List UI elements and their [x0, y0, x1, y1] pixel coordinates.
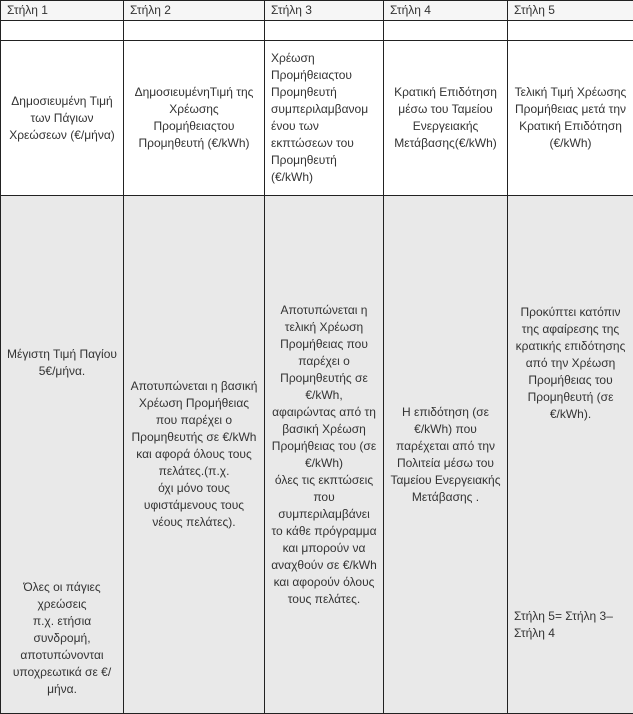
column-header-5: Στήλη 5 — [508, 1, 633, 21]
col1-fees-note-text: Όλες οι πάγιες χρεώσεις π.χ. ετήσια συνδρομή, αποτυπώνονται υποχρεωτικά σε €/μήνα. — [5, 579, 119, 698]
column-header-4: Στήλη 4 — [384, 1, 508, 21]
body-col1 — [1, 196, 124, 714]
column-header-1: Στήλη 1 — [1, 1, 124, 21]
body-col3-text: Αποτυπώνεται η τελική Χρέωση Προμήθειας που παρέχει ο Προμηθευτής σε €/kWh, αφαιρώντας από τη βασική Χρέωση Προμήθειας του (σε €/kWh) όλες τις εκπτώσεις που συμπεριλαμβάνει το κάθε πρόγραμμα και μπορούν να αναχθούν σε €/kWh και αφορούν όλους τους πελάτες. — [265, 196, 384, 714]
body-col4-text: Η επιδότηση (σε €/kWh) που παρέχεται από την Πολιτεία μέσω του Ταμείου Ενεργειακής Μετάβασης . — [384, 196, 508, 714]
column-header-3: Στήλη 3 — [265, 1, 384, 21]
column-header-row — [1, 1, 633, 21]
column-header-2: Στήλη 2 — [124, 1, 265, 21]
body-col5 — [508, 196, 633, 714]
empty-cell — [1, 21, 124, 41]
body-row — [1, 196, 633, 714]
empty-cell — [265, 21, 384, 41]
description-col1: Δημοσιευμένη Τιμή των Πάγιων Χρεώσεων (€/μήνα) — [1, 41, 124, 196]
empty-cell — [124, 21, 265, 41]
empty-cell — [508, 21, 633, 41]
description-col2: ΔημοσιευμένηΤιμή της Χρέωσης Προμήθειαςτου Προμηθευτή (€/kWh) — [124, 41, 265, 196]
description-row — [1, 41, 633, 196]
empty-cell — [384, 21, 508, 41]
description-col5: Τελική Τιμή Χρέωσης Προμήθειας μετά την Κρατική Επιδότηση (€/kWh) — [508, 41, 633, 196]
col1-max-fee-text: Μέγιστη Τιμή Παγίου 5€/μήνα. — [5, 346, 119, 380]
description-col4: Κρατική Επιδότηση μέσω του Ταμείου Ενεργειακής Μετάβασης(€/kWh) — [384, 41, 508, 196]
body-col2-text: Αποτυπώνεται η βασική Χρέωση Προμήθειας που παρέχει ο Προμηθευτής σε €/kWh και αφορά όλους τους πελάτες.(π.χ. όχι μόνο τους υφιστάμενους τους νέους πελάτες). — [124, 196, 265, 714]
col5-result-text: Προκύπτει κατόπιν της αφαίρεσης της κρατικής επιδότησης από την Χρέωση Προμήθειας του Προμηθευτή (σε €/kWh). — [514, 304, 627, 423]
empty-row — [1, 21, 633, 41]
description-col3: Χρέωση Προμήθειαςτου Προμηθευτή συμπεριλαμβανομ ένου των εκπτώσεων του Προμηθευτή (€/kWh) — [265, 41, 384, 196]
col5-formula-text: Στήλη 5= Στήλη 3–Στήλη 4 — [514, 608, 627, 642]
